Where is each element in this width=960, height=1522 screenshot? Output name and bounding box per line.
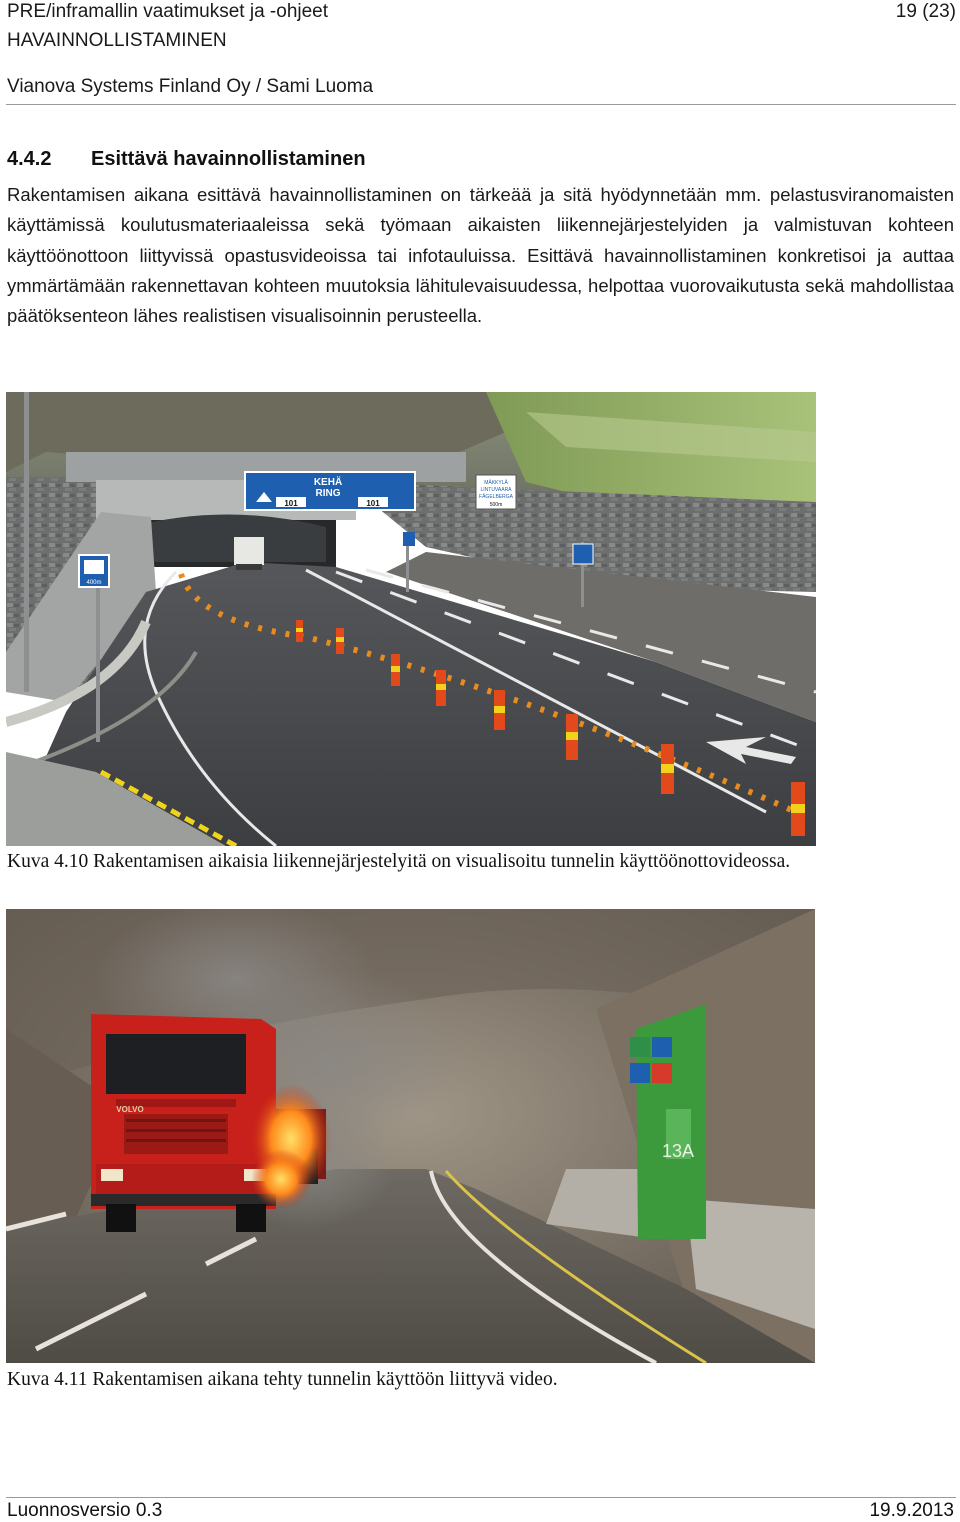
document-subtitle: HAVAINNOLLISTAMINEN	[7, 30, 227, 51]
document-title: PRE/inframallin vaatimukset ja -ohjeet	[7, 1, 329, 22]
side-sign-distance: 500m	[489, 502, 503, 508]
overhead-sign-line1: KEHÄ	[313, 477, 343, 488]
footer-date: 19.9.2013	[869, 1500, 954, 1521]
side-sign-line2: LINTUVAARA	[480, 487, 512, 493]
overhead-sign-road-right: 101	[366, 499, 380, 508]
section-body: Rakentamisen aikana esittävä havainnollistaminen on tärkeää ja sitä hyödynnetään mm. pelastusviranomaisten käyttämissä koulutusmateriaaleissa sekä työmaan aikaisten liikennejärjestelyiden ja valmistuvan kohteen käyttöönottoon liittyvissä opastusvideoissa tai infotauluissa. Esittävä havainnollistaminen konkretisoi ja auttaa ymmärtämään rakennettavan kohteen muutoksia lähitulevaisuudessa, helpottaa vuorovaikutusta sekä mahdollistaa päätöksenteon lähes realistisen visualisoinnin perusteella.	[7, 184, 954, 327]
figure-caption-4-11: Kuva 4.11 Rakentamisen aikana tehty tunnelin käyttöön liittyvä video.	[7, 1369, 558, 1390]
document-author: Vianova Systems Finland Oy / Sami Luoma	[7, 76, 374, 97]
section-heading	[7, 148, 366, 171]
figure-caption-4-10: Kuva 4.10 Rakentamisen aikaisia liikennejärjestelyitä on visualisoitu tunnelin käyttöönottovideossa.	[7, 851, 791, 872]
side-sign-line3: FÅGELBERGA	[479, 494, 513, 500]
small-sign-distance: 400m	[86, 580, 102, 586]
figure-tunnel-traffic-image	[6, 392, 816, 846]
truck-brand-label: VOLVO	[116, 1105, 144, 1114]
exit-number-label: 13A	[661, 1141, 695, 1161]
section-number: 4.4.2	[7, 148, 52, 170]
header-divider	[6, 104, 956, 105]
overhead-sign-line2: RING	[315, 488, 341, 499]
overhead-sign-road-left: 101	[284, 499, 298, 508]
footer-version: Luonnosversio 0.3	[7, 1500, 163, 1521]
footer-divider	[6, 1497, 956, 1498]
section-title: Esittävä havainnollistaminen	[91, 148, 366, 170]
side-sign-line1: MÄKKYLÄ	[484, 480, 508, 486]
figure-tunnel-fire-image	[6, 909, 815, 1363]
page-number: 19 (23)	[895, 1, 956, 22]
